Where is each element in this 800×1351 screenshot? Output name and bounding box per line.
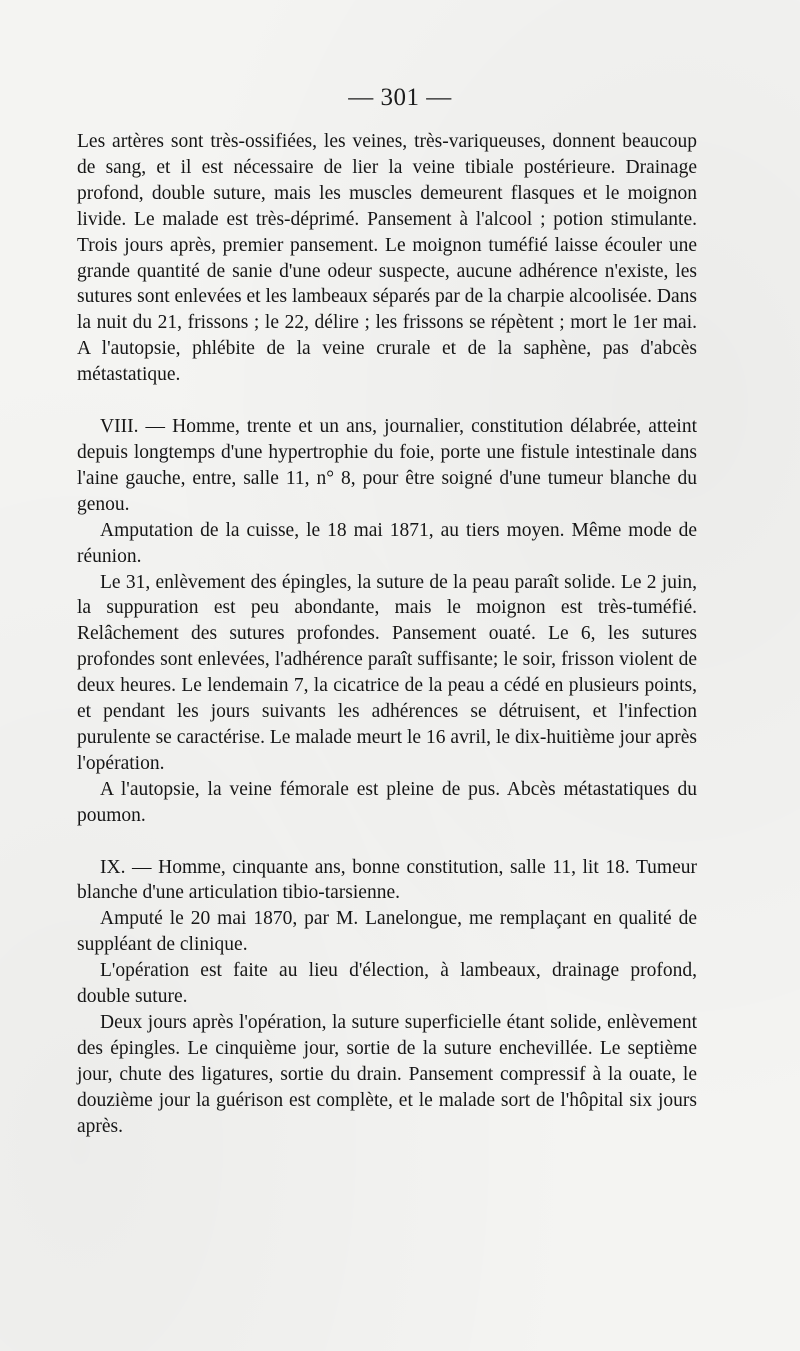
paragraph-case-viii-header: VIII. — Homme, trente et un ans, journalier, constitution délabrée, atteint depuis longtemps d'une hypertrophie du foie, porte une fistule intestinale dans l'aine gauche, entre, salle 11, n° 8, pour être soigné d'une tumeur blanche du genou.: [77, 416, 697, 515]
paragraph-case-ix-course: Deux jours après l'opération, la suture superficielle étant solide, enlèvement des épingles. Le cinquième jour, sortie de la suture enchevillée. Le septième jour, chute des ligatures, sortie du drain. Pansement compressif à la ouate, le douzième jour la guérison est complète, et le malade sort de l'hôpital six jours après.: [77, 1012, 697, 1137]
paragraph-case-ix-header: IX. — Homme, cinquante ans, bonne constitution, salle 11, lit 18. Tumeur blanche d'une articulation tibio-tarsienne.: [77, 856, 697, 904]
paragraph-case-ix-amputation: Amputé le 20 mai 1870, par M. Lanelongue, me remplaçant en qualité de suppléant de clinique.: [77, 908, 697, 956]
paragraph-case-viii-amputation: Amputation de la cuisse, le 18 mai 1871, au tiers moyen. Même mode de réunion.: [77, 519, 697, 567]
case-separator: [77, 388, 697, 414]
case-separator: [77, 829, 697, 855]
paragraph-case-ix-operation: L'opération est faite au lieu d'élection, à lambeaux, drainage profond, double suture.: [77, 960, 697, 1008]
page-number: — 301 —: [348, 84, 452, 111]
paragraph-case-viii-autopsy: A l'autopsie, la veine fémorale est pleine de pus. Abcès métastatiques du poumon.: [77, 778, 697, 826]
body-text: [77, 129, 697, 1140]
paragraph-case-viii-course: Le 31, enlèvement des épingles, la suture de la peau paraît solide. Le 2 juin, la suppuration est peu abondante, mais le moignon est très-tuméfié. Relâchement des sutures profondes. Pansement ouaté. Le 6, les sutures profondes sont enlevées, l'adhérence paraît suffisante; le soir, frisson violent de deux heures. Le lendemain 7, la cicatrice de la peau a cédé en plusieurs points, et pendant les jours suivants les adhérences se détruisent, et l'infection purulente se caractérise. Le malade meurt le 16 avril, le dix-huitième jour après l'opération.: [77, 571, 697, 774]
paragraph-case-vii-continuation: Les artères sont très-ossifiées, les veines, très-variqueuses, donnent beaucoup de sang, et il est nécessaire de lier la veine tibiale postérieure. Drainage profond, double suture, mais les muscles demeurent flasques et le moignon livide. Le malade est très-déprimé. Pansement à l'alcool ; potion stimulante. Trois jours après, premier pansement. Le moignon tuméfié laisse écouler une grande quantité de sanie d'une odeur suspecte, aucune adhérence n'existe, les sutures sont enlevées et les lambeaux séparés par de la charpie alcoolisée. Dans la nuit du 21, frissons ; le 22, délire ; les frissons se répètent ; mort le 1er mai. A l'autopsie, phlébite de la veine crurale et de la saphène, pas d'abcès métastatique.: [77, 131, 697, 386]
